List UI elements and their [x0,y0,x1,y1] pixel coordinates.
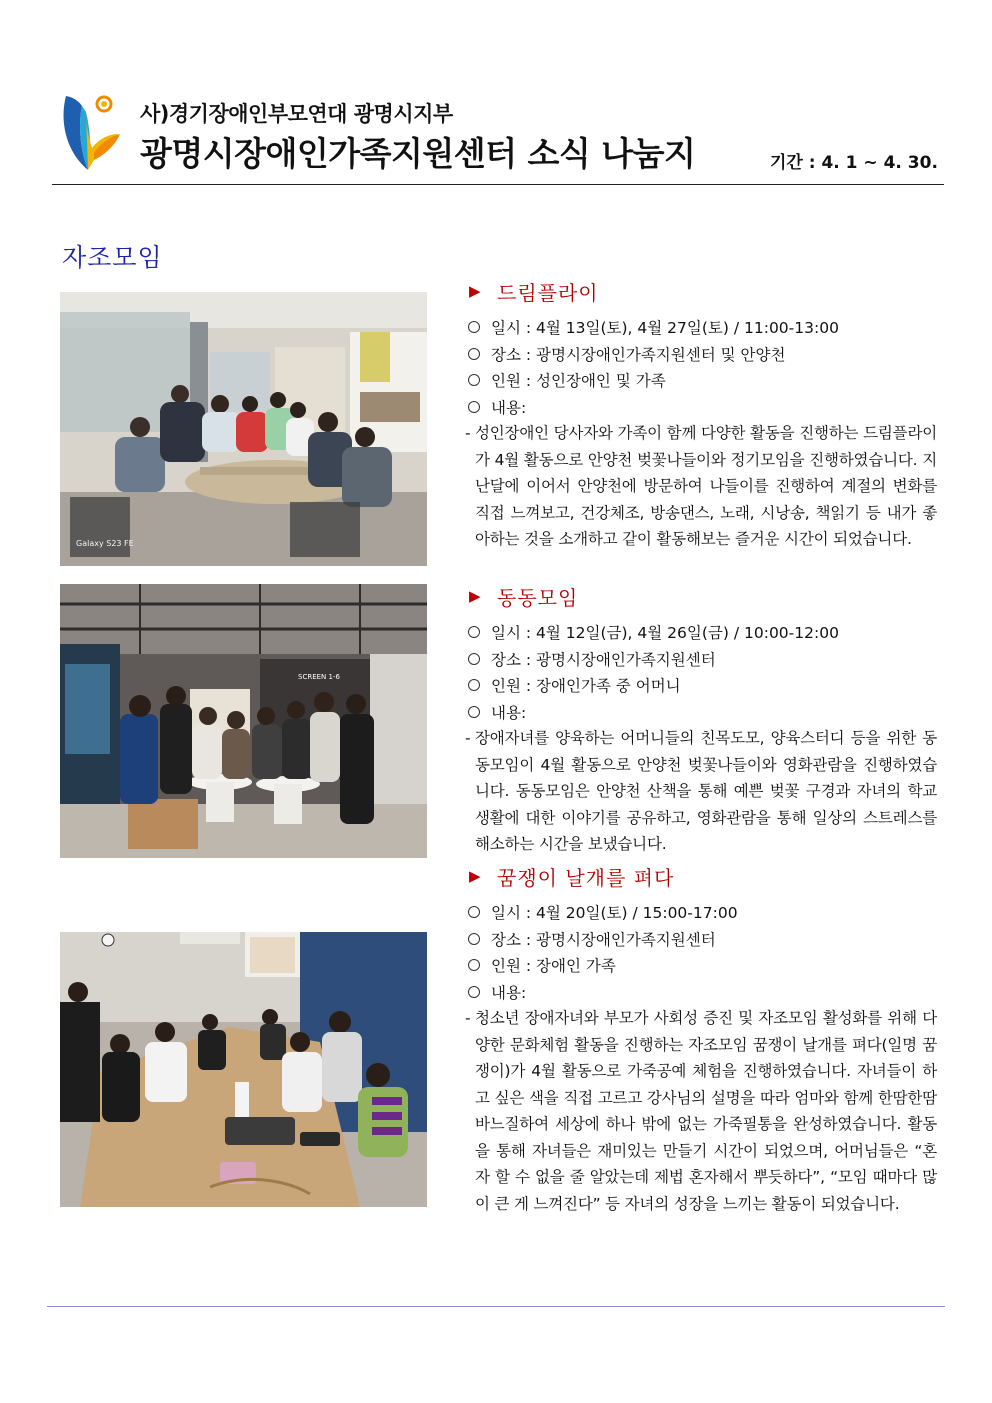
info-date: 일시 : 4월 20일(토) / 15:00-17:00 [465,899,937,926]
footer-divider [47,1306,945,1307]
info-place: 장소 : 광명시장애인가족지원센터 [465,926,937,953]
activity-description: - 성인장애인 당사자와 가족이 함께 다양한 활동을 진행하는 드림플라이가 4월 활동으로 안양천 벚꽃나들이와 정기모임을 진행하였습니다. 지난달에 이어서 안양천에 방문하여 나들이를 진행하여 계절의 변화를 직접 느껴보고, 건강체조, 방송댄스, 노래, 시낭송, 책읽기 등 내가 좋아하는 것을 소개하고 같이 활동해보는 즐거운 시간이 되었습니다. [465,424,937,548]
circle-bullet-icon [468,679,480,691]
circle-bullet-icon [468,986,480,998]
activity-photo-dreamfly [60,292,427,566]
circle-bullet-icon [468,906,480,918]
info-people: 인원 : 성인장애인 및 가족 [465,367,937,394]
photo-sign: SCREEN 1-6 [298,673,340,681]
activity-description: - 장애자녀를 양육하는 어머니들의 친목도모, 양육스터디 등을 위한 동동모임이 4월 활동으로 안양천 벚꽃나들이와 영화관람을 진행하였습니다. 동동모임은 안양천 산책을 통해 예쁜 벚꽃 구경과 자녀의 학교 생활에 대한 이야기를 공유하고, 영화관람을 통해 일상의 스트레스를 해소하는 시간을 보냈습니다. [465,729,937,853]
circle-bullet-icon [468,653,480,665]
activity-photo-kkumjaengi [60,932,427,1207]
info-date: 일시 : 4월 13일(토), 4월 27일(토) / 11:00-13:00 [465,314,937,341]
photo-watermark: Galaxy S23 FE [76,539,134,548]
header-divider [52,184,944,185]
info-content-label: 내용: [465,699,937,726]
activity-title: 드림플라이 [497,280,599,305]
triangle-right-icon: ▶ [469,867,481,885]
org-name: 사)경기장애인부모연대 광명시지부 [140,102,453,126]
circle-bullet-icon [468,959,480,971]
info-content-label: 내용: [465,394,937,421]
info-people: 인원 : 장애인 가족 [465,952,937,979]
activity-dreamfly [465,276,937,553]
activity-title: 동동모임 [497,585,579,610]
info-place: 장소 : 광명시장애인가족지원센터 [465,646,937,673]
organization-logo [58,88,124,172]
period-label: 기간 : 4. 1 ~ 4. 30. [770,153,938,173]
triangle-right-icon: ▶ [469,587,481,605]
activity-description: - 청소년 장애자녀와 부모가 사회성 증진 및 자조모임 활성화를 위해 다양한 문화체험 활동을 진행하는 자조모임 꿈쟁이 날개를 펴다(일명 꿈쟁이)가 4월 활동으로 가죽공예 체험을 진행하였습니다. 자녀들이 하고 싶은 색을 직접 고르고 강사님의 설명을 따라 엄마와 함께 한땀한땀 바느질하여 세상에 하나 밖에 없는 가죽필통을 완성하였습니다. 활동을 통해 자녀들은 재미있는 만들기 시간이 되었으며, 어머님들은 “혼자 할 수 없을 줄 알았는데 제법 혼자해서 뿌듯하다”, “모임 때마다 많이 큰 게 느껴진다” 등 자녀의 성장을 느끼는 활동이 되었습니다. [465,1009,937,1213]
circle-bullet-icon [468,706,480,718]
info-date: 일시 : 4월 12일(금), 4월 26일(금) / 10:00-12:00 [465,619,937,646]
newsletter-title: 광명시장애인가족지원센터 소식 나눔지 [140,134,696,173]
activity-photo-dongdong [60,584,427,858]
circle-bullet-icon [468,933,480,945]
info-place: 장소 : 광명시장애인가족지원센터 및 안양천 [465,341,937,368]
circle-bullet-icon [468,321,480,333]
activity-kkumjaengi [465,861,937,1217]
activity-title: 꿈쟁이 날개를 펴다 [497,865,675,890]
circle-bullet-icon [468,401,480,413]
triangle-right-icon: ▶ [469,282,481,300]
info-people: 인원 : 장애인가족 중 어머니 [465,672,937,699]
circle-bullet-icon [468,626,480,638]
section-title: 자조모임 [62,243,163,272]
info-content-label: 내용: [465,979,937,1006]
activity-dongdong [465,581,937,858]
circle-bullet-icon [468,374,480,386]
circle-bullet-icon [468,348,480,360]
